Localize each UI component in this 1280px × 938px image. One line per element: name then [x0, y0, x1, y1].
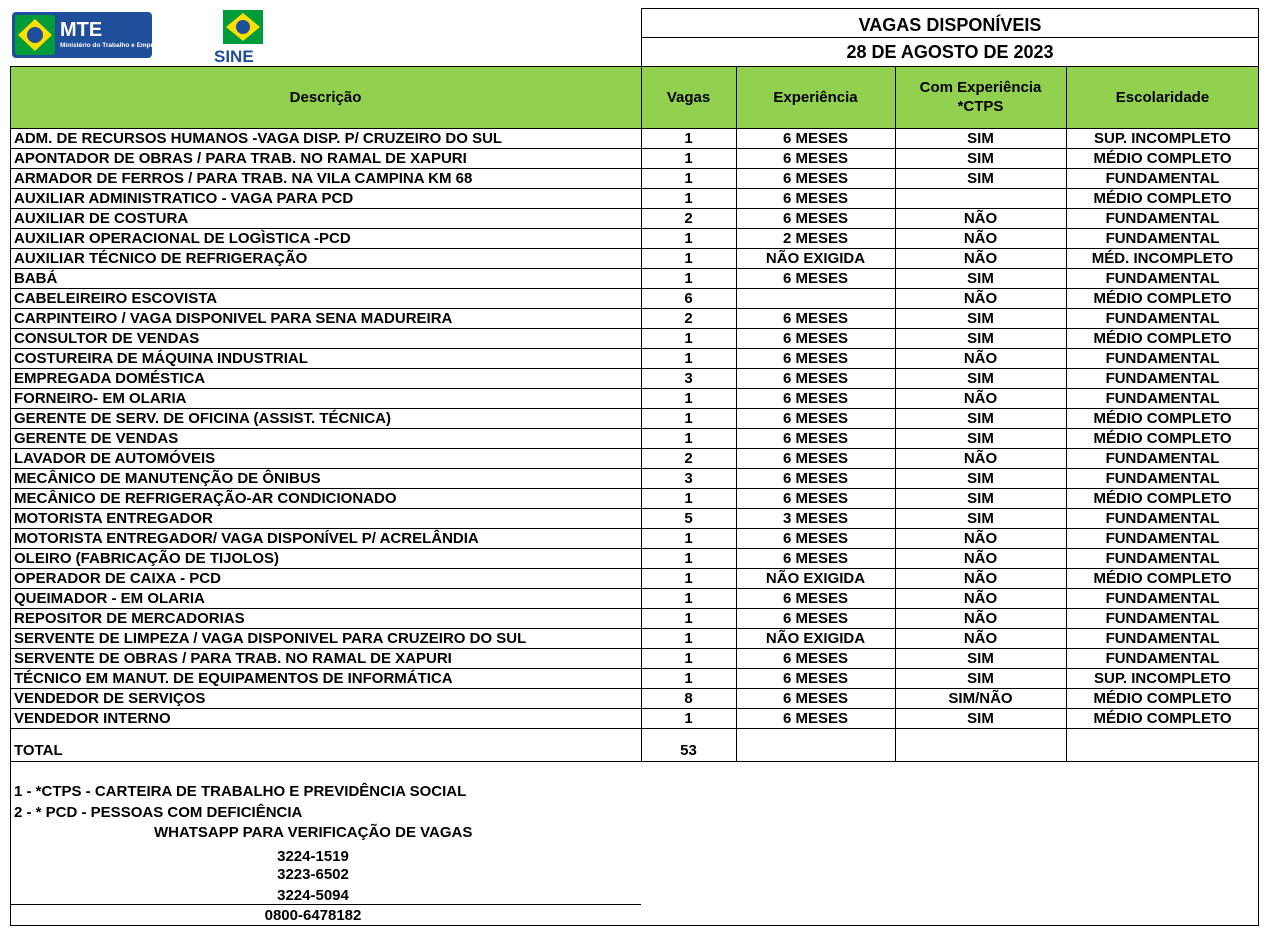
cell-experiencia: 6 MESES — [782, 330, 849, 347]
table-row — [10, 209, 1259, 229]
grid-line — [1258, 8, 1259, 926]
table-row — [10, 289, 1259, 309]
cell-ctps: NÃO — [963, 250, 998, 267]
table-row — [10, 249, 1259, 269]
cell-ctps: SIM — [967, 710, 994, 727]
cell-experiencia: NÃO EXIGIDA — [765, 250, 866, 267]
cell-vagas: 2 — [684, 450, 693, 467]
total-value: 53 — [680, 742, 697, 759]
cell-experiencia: 3 MESES — [782, 510, 849, 527]
cell-ctps: NÃO — [963, 530, 998, 547]
cell-descricao: ADM. DE RECURSOS HUMANOS -VAGA DISP. P/ CRUZEIRO DO SUL — [14, 130, 503, 147]
cell-experiencia: 6 MESES — [782, 390, 849, 407]
cell-escolaridade: MÉDIO COMPLETO — [1093, 290, 1232, 307]
cell-vagas: 1 — [684, 590, 693, 607]
cell-descricao: BABÁ — [14, 270, 58, 287]
table-row — [10, 549, 1259, 569]
cell-descricao: ARMADOR DE FERROS / PARA TRAB. NA VILA CAMPINA KM 68 — [14, 170, 473, 187]
whatsapp-label: WHATSAPP PARA VERIFICAÇÃO DE VAGAS — [154, 824, 473, 841]
cell-ctps: NÃO — [963, 550, 998, 567]
note-ctps: 1 - *CTPS - CARTEIRA DE TRABALHO E PREVIDÊNCIA SOCIAL — [14, 783, 467, 800]
grid-line — [641, 8, 1259, 9]
cell-ctps: NÃO — [963, 450, 998, 467]
cell-descricao: TÉCNICO EM MANUT. DE EQUIPAMENTOS DE INFORMÁTICA — [14, 670, 453, 687]
table-row — [10, 349, 1259, 369]
cell-vagas: 1 — [684, 170, 693, 187]
cell-ctps: SIM — [967, 370, 994, 387]
cell-descricao: LAVADOR DE AUTOMÓVEIS — [14, 450, 216, 467]
table-row — [10, 429, 1259, 449]
cell-experiencia: 6 MESES — [782, 310, 849, 327]
cell-ctps: SIM — [967, 510, 994, 527]
grid-line — [10, 148, 1259, 149]
cell-ctps: SIM/NÃO — [948, 690, 1013, 707]
cell-vagas: 6 — [684, 290, 693, 307]
cell-ctps: NÃO — [963, 350, 998, 367]
grid-line — [10, 288, 1259, 289]
cell-descricao: REPOSITOR DE MERCADORIAS — [14, 610, 245, 627]
cell-descricao: OLEIRO (FABRICAÇÃO DE TIJOLOS) — [14, 550, 280, 567]
table-row — [10, 629, 1259, 649]
grid-line — [10, 248, 1259, 249]
cell-experiencia: 6 MESES — [782, 590, 849, 607]
cell-experiencia: 6 MESES — [782, 270, 849, 287]
table-row — [10, 149, 1259, 169]
cell-escolaridade: MÉDIO COMPLETO — [1093, 570, 1232, 587]
table-row — [10, 469, 1259, 489]
table-row — [10, 369, 1259, 389]
grid-line — [10, 448, 1259, 449]
grid-line — [10, 328, 1259, 329]
cell-experiencia: 6 MESES — [782, 710, 849, 727]
cell-descricao: CONSULTOR DE VENDAS — [14, 330, 200, 347]
grid-line — [10, 728, 1259, 729]
cell-experiencia: NÃO EXIGIDA — [765, 630, 866, 647]
cell-vagas: 3 — [684, 470, 693, 487]
cell-descricao: AUXILIAR DE COSTURA — [14, 210, 189, 227]
grid-line — [10, 368, 1259, 369]
grid-line — [10, 128, 1259, 129]
table-row — [10, 409, 1259, 429]
cell-experiencia — [736, 289, 895, 309]
table-row — [10, 389, 1259, 409]
cell-escolaridade: FUNDAMENTAL — [1105, 390, 1220, 407]
cell-descricao: MECÂNICO DE MANUTENÇÃO DE ÔNIBUS — [14, 470, 321, 487]
cell-escolaridade: FUNDAMENTAL — [1105, 310, 1220, 327]
page-date: 28 DE AGOSTO DE 2023 — [846, 42, 1054, 62]
grid-line — [10, 428, 1259, 429]
grid-line — [1066, 66, 1067, 762]
cell-descricao: GERENTE DE SERV. DE OFICINA (ASSIST. TÉCNICA) — [14, 410, 391, 427]
cell-escolaridade: MÉDIO COMPLETO — [1093, 190, 1232, 207]
table-row — [10, 669, 1259, 689]
cell-descricao: MOTORISTA ENTREGADOR/ VAGA DISPONÍVEL P/ ACRELÂNDIA — [14, 530, 479, 547]
vacancy-sheet — [10, 8, 1259, 926]
cell-ctps: SIM — [967, 330, 994, 347]
cell-ctps: SIM — [967, 130, 994, 147]
cell-ctps: SIM — [967, 410, 994, 427]
cell-escolaridade: SUP. INCOMPLETO — [1094, 670, 1231, 687]
grid-line — [641, 37, 1259, 38]
total-label: TOTAL — [14, 742, 63, 759]
cell-vagas: 3 — [684, 370, 693, 387]
cell-vagas: 1 — [684, 550, 693, 567]
cell-ctps: NÃO — [963, 570, 998, 587]
table-row — [10, 509, 1259, 529]
cell-descricao: AUXILIAR ADMINISTRATICO - VAGA PARA PCD — [14, 190, 354, 207]
grid-line — [10, 588, 1259, 589]
mte-logo-text: MTE — [60, 19, 103, 41]
cell-ctps: SIM — [967, 650, 994, 667]
cell-escolaridade: MÉDIO COMPLETO — [1093, 430, 1232, 447]
column-header-ctps — [895, 66, 1066, 128]
cell-escolaridade: FUNDAMENTAL — [1105, 590, 1220, 607]
grid-line — [10, 66, 1259, 67]
grid-line — [10, 761, 1259, 762]
grid-line — [10, 268, 1259, 269]
mte-logo — [12, 10, 165, 60]
cell-ctps: SIM — [967, 490, 994, 507]
cell-experiencia: 6 MESES — [782, 410, 849, 427]
phone-number: 3223-6502 — [277, 866, 349, 883]
grid-line — [641, 8, 642, 762]
page-title: VAGAS DISPONÍVEIS — [858, 15, 1042, 35]
total-row — [10, 741, 1259, 761]
grid-line — [736, 66, 737, 762]
cell-descricao: CABELEIREIRO ESCOVISTA — [14, 290, 218, 307]
grid-line — [10, 568, 1259, 569]
grid-line — [10, 348, 1259, 349]
cell-ctps: NÃO — [963, 610, 998, 627]
cell-vagas: 1 — [684, 150, 693, 167]
cell-ctps: SIM — [967, 470, 994, 487]
cell-ctps: SIM — [967, 150, 994, 167]
cell-descricao: AUXILIAR OPERACIONAL DE LOGÌSTICA -PCD — [14, 230, 351, 247]
cell-vagas: 1 — [684, 130, 693, 147]
cell-descricao: EMPREGADA DOMÉSTICA — [14, 370, 206, 387]
table-row — [10, 449, 1259, 469]
grid-line — [10, 228, 1259, 229]
cell-vagas: 1 — [684, 410, 693, 427]
cell-experiencia: 6 MESES — [782, 450, 849, 467]
table-row — [10, 649, 1259, 669]
grid-line — [10, 188, 1259, 189]
grid-line — [10, 628, 1259, 629]
cell-ctps: SIM — [967, 430, 994, 447]
column-header-escolaridade: Escolaridade — [1115, 88, 1210, 106]
cell-experiencia: 6 MESES — [782, 350, 849, 367]
grid-line — [10, 528, 1259, 529]
cell-experiencia: 2 MESES — [782, 230, 849, 247]
cell-descricao: MOTORISTA ENTREGADOR — [14, 510, 213, 527]
grid-line — [10, 904, 641, 905]
cell-ctps: SIM — [967, 170, 994, 187]
cell-experiencia: 6 MESES — [782, 150, 849, 167]
cell-escolaridade: MÉDIO COMPLETO — [1093, 410, 1232, 427]
grid-line — [10, 708, 1259, 709]
cell-ctps: NÃO — [963, 590, 998, 607]
grid-line — [10, 408, 1259, 409]
cell-descricao: GERENTE DE VENDAS — [14, 430, 179, 447]
cell-escolaridade: MÉDIO COMPLETO — [1093, 150, 1232, 167]
cell-escolaridade: FUNDAMENTAL — [1105, 230, 1220, 247]
sine-logo-text: SINE — [214, 47, 254, 66]
cell-experiencia: 6 MESES — [782, 490, 849, 507]
cell-experiencia: 6 MESES — [782, 650, 849, 667]
cell-vagas: 1 — [684, 710, 693, 727]
table-row — [10, 689, 1259, 709]
cell-experiencia: 6 MESES — [782, 530, 849, 547]
cell-escolaridade: FUNDAMENTAL — [1105, 550, 1220, 567]
cell-experiencia: 6 MESES — [782, 550, 849, 567]
cell-vagas: 1 — [684, 610, 693, 627]
cell-descricao: SERVENTE DE LIMPEZA / VAGA DISPONIVEL PARA CRUZEIRO DO SUL — [14, 630, 527, 647]
phone-number: 3224-1519 — [277, 848, 349, 865]
cell-escolaridade: FUNDAMENTAL — [1105, 530, 1220, 547]
cell-escolaridade: MÉD. INCOMPLETO — [1091, 250, 1234, 267]
grid-line — [10, 925, 1259, 926]
cell-vagas: 1 — [684, 270, 693, 287]
cell-vagas: 1 — [684, 230, 693, 247]
cell-ctps: SIM — [967, 310, 994, 327]
table-row — [10, 189, 1259, 209]
cell-vagas: 5 — [684, 510, 693, 527]
cell-ctps: SIM — [967, 670, 994, 687]
table-row — [10, 569, 1259, 589]
table-row — [10, 129, 1259, 149]
cell-vagas: 1 — [684, 650, 693, 667]
cell-vagas: 1 — [684, 530, 693, 547]
cell-ctps: NÃO — [963, 210, 998, 227]
grid-line — [10, 608, 1259, 609]
cell-escolaridade: FUNDAMENTAL — [1105, 170, 1220, 187]
column-header-ctps-line2: *CTPS — [957, 98, 1004, 115]
cell-escolaridade: MÉDIO COMPLETO — [1093, 490, 1232, 507]
cell-ctps — [895, 189, 1066, 209]
toll-free-number: 0800-6478182 — [264, 907, 362, 924]
grid-line — [10, 66, 11, 926]
table-row — [10, 329, 1259, 349]
cell-vagas: 1 — [684, 670, 693, 687]
cell-descricao: APONTADOR DE OBRAS / PARA TRAB. NO RAMAL DE XAPURI — [14, 150, 467, 167]
cell-descricao: COSTUREIRA DE MÁQUINA INDUSTRIAL — [14, 350, 308, 367]
cell-descricao: MECÂNICO DE REFRIGERAÇÃO-AR CONDICIONADO — [14, 490, 397, 507]
grid-line — [895, 66, 896, 762]
table-row — [10, 269, 1259, 289]
phone-number: 3224-5094 — [277, 887, 349, 904]
cell-escolaridade: FUNDAMENTAL — [1105, 270, 1220, 287]
cell-escolaridade: FUNDAMENTAL — [1105, 350, 1220, 367]
cell-vagas: 1 — [684, 250, 693, 267]
grid-line — [10, 388, 1259, 389]
sine-logo — [212, 8, 270, 68]
mte-logo-subtitle: Ministério do Trabalho e Emprego — [60, 42, 165, 49]
cell-escolaridade: FUNDAMENTAL — [1105, 610, 1220, 627]
grid-line — [10, 648, 1259, 649]
cell-experiencia: NÃO EXIGIDA — [765, 570, 866, 587]
table-row — [10, 309, 1259, 329]
cell-escolaridade: FUNDAMENTAL — [1105, 650, 1220, 667]
cell-vagas: 1 — [684, 330, 693, 347]
grid-line — [10, 468, 1259, 469]
cell-ctps: SIM — [967, 270, 994, 287]
cell-escolaridade: FUNDAMENTAL — [1105, 370, 1220, 387]
cell-vagas: 1 — [684, 490, 693, 507]
grid-line — [10, 508, 1259, 509]
cell-experiencia: 6 MESES — [782, 470, 849, 487]
cell-vagas: 1 — [684, 570, 693, 587]
grid-line — [10, 548, 1259, 549]
cell-escolaridade: FUNDAMENTAL — [1105, 450, 1220, 467]
cell-vagas: 1 — [684, 630, 693, 647]
cell-descricao: VENDEDOR INTERNO — [14, 710, 171, 727]
column-header-vagas: Vagas — [666, 88, 711, 106]
table-row — [10, 529, 1259, 549]
cell-ctps: NÃO — [963, 290, 998, 307]
note-pcd: 2 - * PCD - PESSOAS COM DEFICIÊNCIA — [14, 804, 303, 821]
cell-experiencia: 6 MESES — [782, 610, 849, 627]
cell-vagas: 2 — [684, 210, 693, 227]
cell-experiencia: 6 MESES — [782, 130, 849, 147]
cell-experiencia: 6 MESES — [782, 670, 849, 687]
cell-ctps: NÃO — [963, 230, 998, 247]
cell-descricao: CARPINTEIRO / VAGA DISPONIVEL PARA SENA MADUREIRA — [14, 310, 453, 327]
cell-escolaridade: MÉDIO COMPLETO — [1093, 710, 1232, 727]
grid-line — [10, 668, 1259, 669]
grid-line — [10, 168, 1259, 169]
table-row — [10, 589, 1259, 609]
column-header-experiencia: Experiência — [773, 88, 858, 106]
cell-vagas: 1 — [684, 350, 693, 367]
table-row — [10, 609, 1259, 629]
cell-vagas: 1 — [684, 190, 693, 207]
cell-experiencia: 6 MESES — [782, 690, 849, 707]
table-row — [10, 229, 1259, 249]
cell-experiencia: 6 MESES — [782, 170, 849, 187]
cell-descricao: FORNEIRO- EM OLARIA — [14, 390, 187, 407]
cell-descricao: OPERADOR DE CAIXA - PCD — [14, 570, 221, 587]
cell-descricao: VENDEDOR DE SERVIÇOS — [14, 690, 206, 707]
cell-experiencia: 6 MESES — [782, 370, 849, 387]
cell-vagas: 2 — [684, 310, 693, 327]
cell-experiencia: 6 MESES — [782, 210, 849, 227]
cell-vagas: 1 — [684, 390, 693, 407]
grid-line — [10, 308, 1259, 309]
cell-escolaridade: FUNDAMENTAL — [1105, 470, 1220, 487]
cell-descricao: QUEIMADOR - EM OLARIA — [14, 590, 205, 607]
grid-line — [10, 688, 1259, 689]
cell-escolaridade: MÉDIO COMPLETO — [1093, 690, 1232, 707]
cell-descricao: AUXILIAR TÉCNICO DE REFRIGERAÇÃO — [14, 250, 308, 267]
table-row — [10, 709, 1259, 729]
cell-experiencia: 6 MESES — [782, 430, 849, 447]
cell-descricao: SERVENTE DE OBRAS / PARA TRAB. NO RAMAL DE XAPURI — [14, 650, 452, 667]
table-row — [10, 169, 1259, 189]
grid-line — [10, 488, 1259, 489]
cell-escolaridade: FUNDAMENTAL — [1105, 210, 1220, 227]
column-header-ctps-line1: Com Experiência — [919, 79, 1042, 96]
cell-ctps: NÃO — [963, 630, 998, 647]
cell-vagas: 1 — [684, 430, 693, 447]
cell-escolaridade: FUNDAMENTAL — [1105, 630, 1220, 647]
table-row — [10, 489, 1259, 509]
cell-vagas: 8 — [684, 690, 693, 707]
cell-escolaridade: SUP. INCOMPLETO — [1094, 130, 1231, 147]
cell-ctps: NÃO — [963, 390, 998, 407]
cell-experiencia: 6 MESES — [782, 190, 849, 207]
cell-escolaridade: MÉDIO COMPLETO — [1093, 330, 1232, 347]
column-header-descricao: Descrição — [289, 88, 362, 106]
grid-line — [10, 208, 1259, 209]
cell-escolaridade: FUNDAMENTAL — [1105, 510, 1220, 527]
